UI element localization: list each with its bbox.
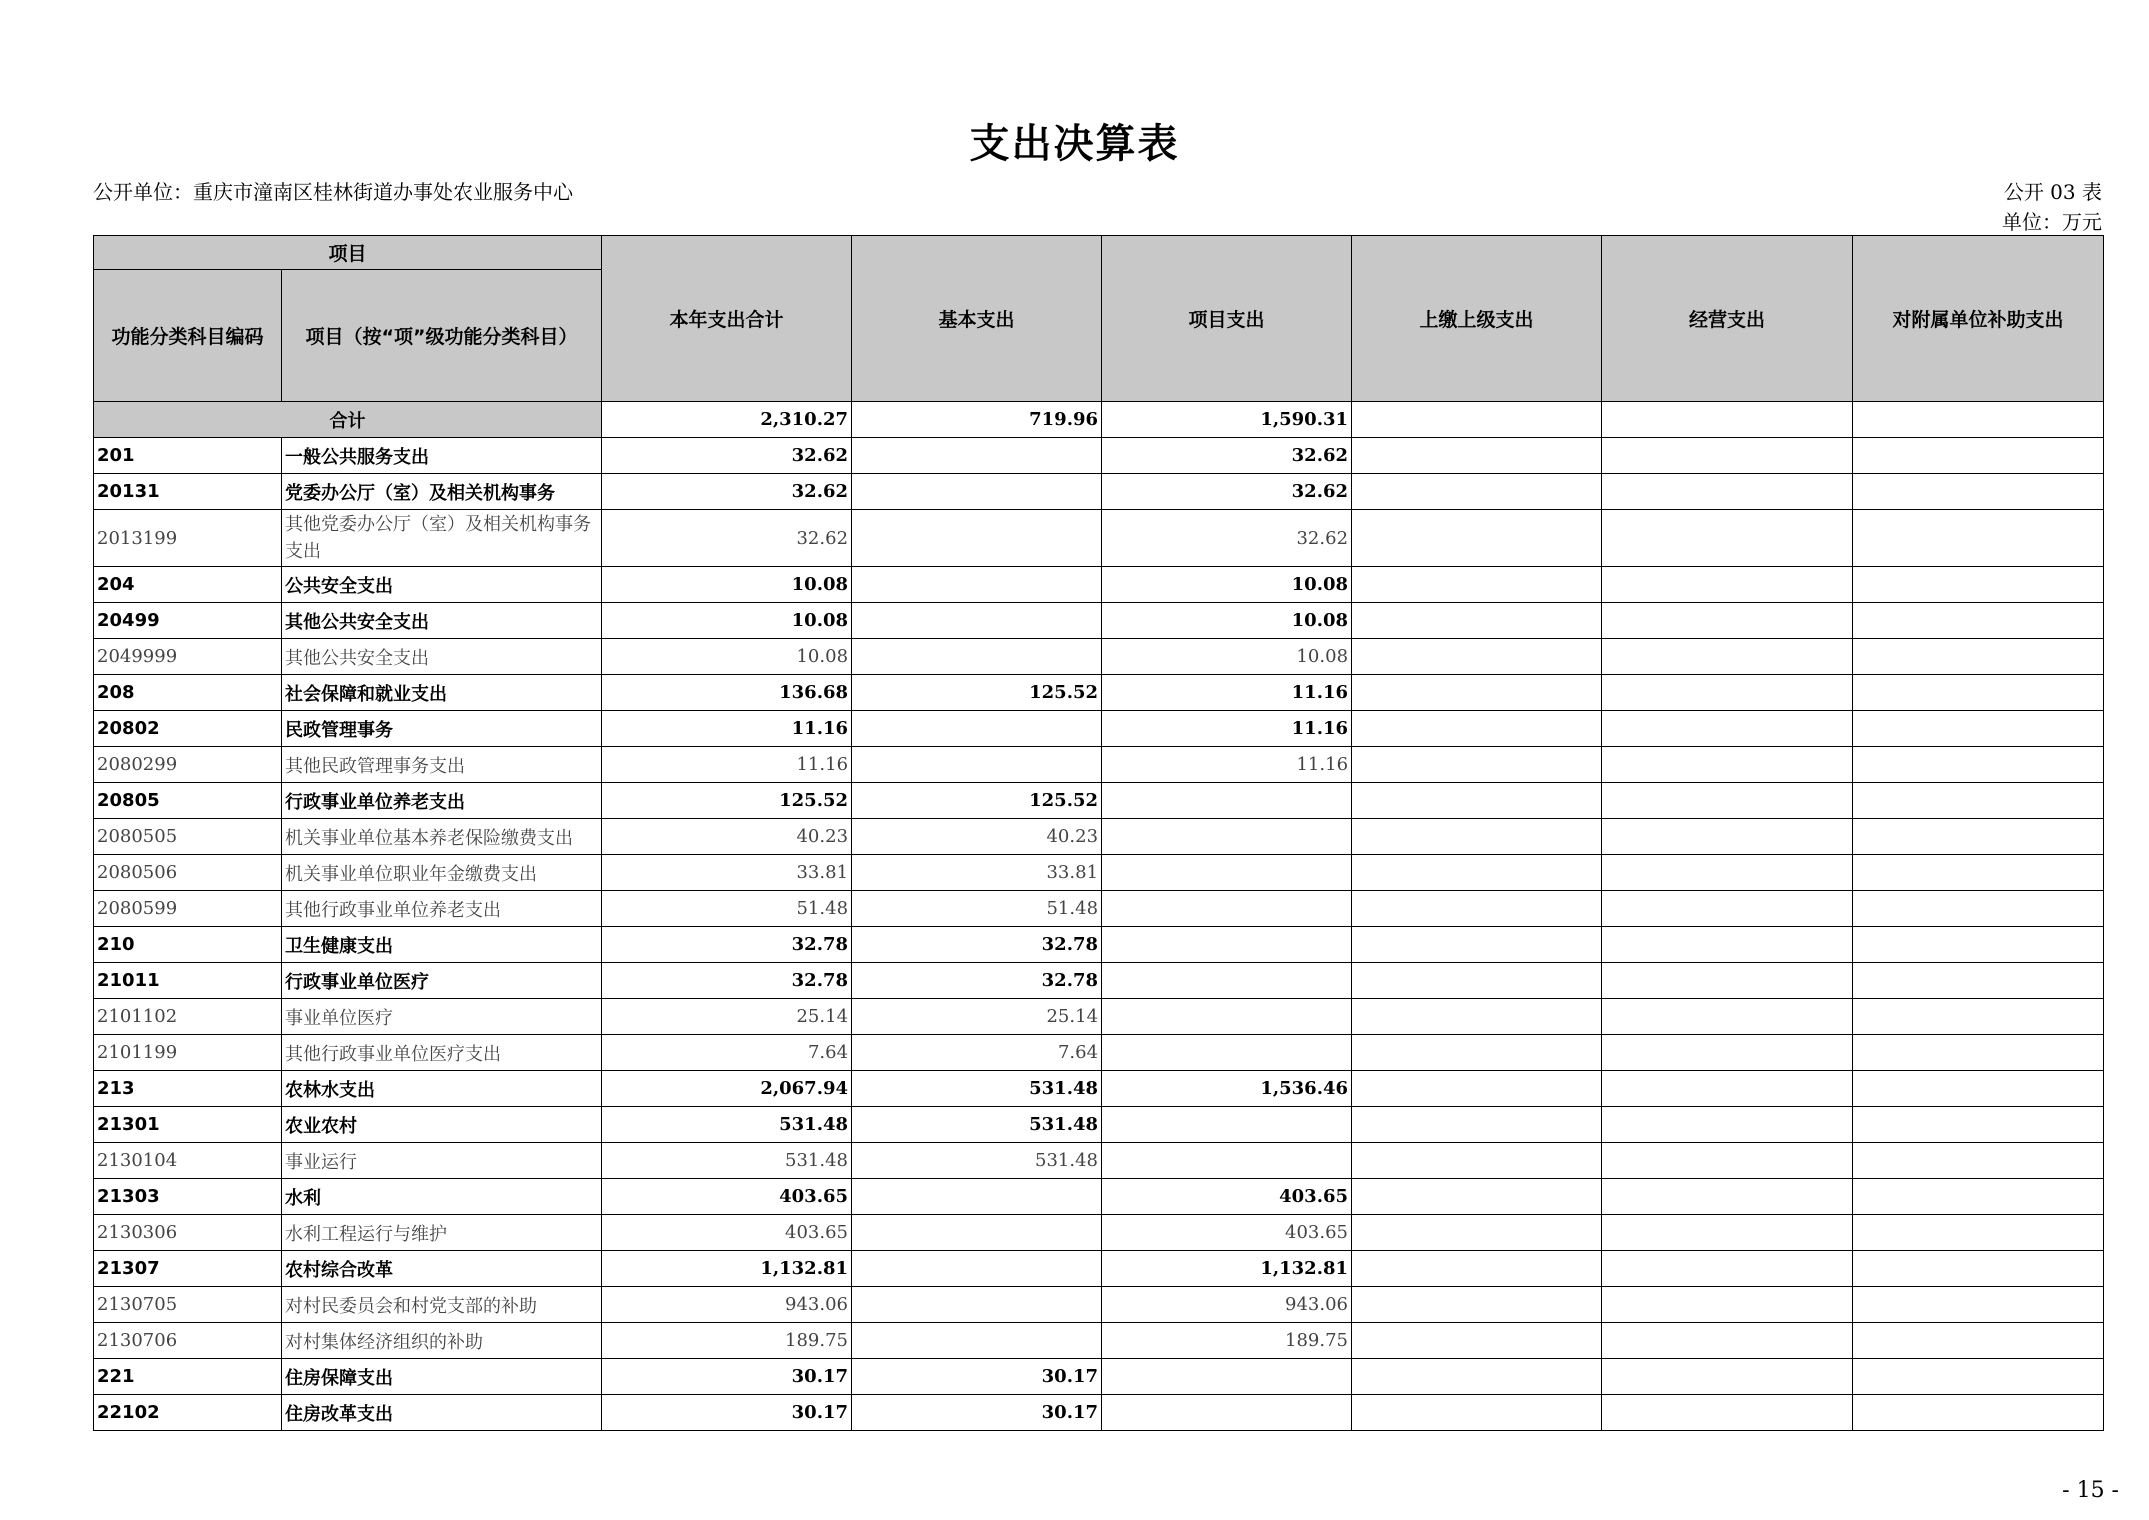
cell-basic: 125.52 xyxy=(852,675,1102,711)
cell-code: 2130306 xyxy=(94,1215,282,1251)
cell-upper xyxy=(1352,1251,1602,1287)
cell-business xyxy=(1602,1323,1853,1359)
cell-business xyxy=(1602,1251,1853,1287)
cell-total: 403.65 xyxy=(602,1215,852,1251)
cell-upper xyxy=(1352,438,1602,474)
cell-project-expenditure xyxy=(1102,1359,1352,1395)
cell-name: 其他公共安全支出 xyxy=(282,639,602,675)
cell-upper xyxy=(1352,963,1602,999)
cell-project-expenditure xyxy=(1102,1395,1352,1431)
header-basic: 基本支出 xyxy=(852,236,1102,402)
cell-code: 21011 xyxy=(94,963,282,999)
header-project-expenditure: 项目支出 xyxy=(1102,236,1352,402)
cell-project-expenditure xyxy=(1102,783,1352,819)
cell-total: 32.62 xyxy=(602,438,852,474)
cell-business xyxy=(1602,747,1853,783)
cell-business xyxy=(1602,675,1853,711)
cell-name: 机关事业单位职业年金缴费支出 xyxy=(282,855,602,891)
cell-subsidy xyxy=(1853,1215,2104,1251)
cell-business xyxy=(1602,603,1853,639)
table-row xyxy=(94,747,2104,783)
cell-name: 农村综合改革 xyxy=(282,1251,602,1287)
cell-subsidy xyxy=(1853,1035,2104,1071)
cell-code: 21301 xyxy=(94,1107,282,1143)
cell-upper xyxy=(1352,819,1602,855)
cell-code: 208 xyxy=(94,675,282,711)
cell-name: 其他公共安全支出 xyxy=(282,603,602,639)
cell-basic xyxy=(852,747,1102,783)
cell-subsidy xyxy=(1853,999,2104,1035)
cell-upper xyxy=(1352,855,1602,891)
cell-project-expenditure: 403.65 xyxy=(1102,1215,1352,1251)
cell-subsidy xyxy=(1853,783,2104,819)
cell-project-expenditure: 1,536.46 xyxy=(1102,1071,1352,1107)
table-row xyxy=(94,783,2104,819)
cell-upper xyxy=(1352,1215,1602,1251)
cell-name: 其他民政管理事务支出 xyxy=(282,747,602,783)
cell-basic: 32.78 xyxy=(852,963,1102,999)
cell-total: 531.48 xyxy=(602,1143,852,1179)
expenditure-table xyxy=(93,235,2104,1431)
cell-subsidy xyxy=(1853,855,2104,891)
cell-code: 20802 xyxy=(94,711,282,747)
table-row xyxy=(94,891,2104,927)
cell-total: 2,067.94 xyxy=(602,1071,852,1107)
header-code: 功能分类科目编码 xyxy=(94,270,282,402)
table-row xyxy=(94,639,2104,675)
table-row xyxy=(94,1071,2104,1107)
cell-code: 2080299 xyxy=(94,747,282,783)
cell-upper xyxy=(1352,1287,1602,1323)
cell-business xyxy=(1602,510,1853,567)
cell-code: 2080506 xyxy=(94,855,282,891)
cell-subsidy xyxy=(1853,927,2104,963)
cell-total: 136.68 xyxy=(602,675,852,711)
cell-code: 2101102 xyxy=(94,999,282,1035)
cell-subsidy xyxy=(1853,1179,2104,1215)
cell-code: 2130706 xyxy=(94,1323,282,1359)
cell-code: 201 xyxy=(94,438,282,474)
cell-code: 204 xyxy=(94,567,282,603)
cell-basic: 7.64 xyxy=(852,1035,1102,1071)
table-row xyxy=(94,1395,2104,1431)
cell-upper xyxy=(1352,747,1602,783)
cell-total: 40.23 xyxy=(602,819,852,855)
cell-total: 32.78 xyxy=(602,963,852,999)
cell-name: 水利 xyxy=(282,1179,602,1215)
table-row xyxy=(94,438,2104,474)
cell-project-expenditure xyxy=(1102,999,1352,1035)
cell-business xyxy=(1602,783,1853,819)
cell-upper xyxy=(1352,711,1602,747)
cell-business xyxy=(1602,474,1853,510)
cell-upper xyxy=(1352,1035,1602,1071)
cell-code: 2049999 xyxy=(94,639,282,675)
cell-project-expenditure xyxy=(1102,1035,1352,1071)
cell-upper xyxy=(1352,1071,1602,1107)
cell-total: 7.64 xyxy=(602,1035,852,1071)
table-row xyxy=(94,675,2104,711)
total-label: 合计 xyxy=(94,402,602,438)
cell-name: 机关事业单位基本养老保险缴费支出 xyxy=(282,819,602,855)
cell-upper xyxy=(1352,639,1602,675)
cell-upper xyxy=(1352,999,1602,1035)
table-row xyxy=(94,999,2104,1035)
cell-upper xyxy=(1352,1359,1602,1395)
cell-total: 32.62 xyxy=(602,510,852,567)
cell-project-expenditure: 11.16 xyxy=(1102,747,1352,783)
cell-business xyxy=(1602,1143,1853,1179)
cell-total: 125.52 xyxy=(602,783,852,819)
cell-upper xyxy=(1352,1143,1602,1179)
cell-name: 对村民委员会和村党支部的补助 xyxy=(282,1287,602,1323)
cell-basic: 25.14 xyxy=(852,999,1102,1035)
cell-basic: 30.17 xyxy=(852,1395,1102,1431)
table-row xyxy=(94,510,2104,567)
cell-name: 其他行政事业单位养老支出 xyxy=(282,891,602,927)
total-project-expenditure: 1,590.31 xyxy=(1102,402,1352,438)
cell-name: 民政管理事务 xyxy=(282,711,602,747)
total-business xyxy=(1602,402,1853,438)
cell-basic: 40.23 xyxy=(852,819,1102,855)
cell-business xyxy=(1602,891,1853,927)
cell-subsidy xyxy=(1853,474,2104,510)
cell-total: 10.08 xyxy=(602,603,852,639)
cell-basic xyxy=(852,1287,1102,1323)
cell-project-expenditure: 10.08 xyxy=(1102,603,1352,639)
cell-code: 20499 xyxy=(94,603,282,639)
cell-subsidy xyxy=(1853,603,2104,639)
cell-upper xyxy=(1352,1179,1602,1215)
cell-total: 11.16 xyxy=(602,711,852,747)
cell-project-expenditure xyxy=(1102,891,1352,927)
cell-business xyxy=(1602,1107,1853,1143)
cell-business xyxy=(1602,438,1853,474)
cell-code: 221 xyxy=(94,1359,282,1395)
cell-subsidy xyxy=(1853,819,2104,855)
cell-code: 213 xyxy=(94,1071,282,1107)
cell-project-expenditure: 10.08 xyxy=(1102,639,1352,675)
cell-total: 403.65 xyxy=(602,1179,852,1215)
cell-total: 1,132.81 xyxy=(602,1251,852,1287)
cell-business xyxy=(1602,1395,1853,1431)
cell-project-expenditure: 943.06 xyxy=(1102,1287,1352,1323)
table-row xyxy=(94,1359,2104,1395)
table-row xyxy=(94,711,2104,747)
cell-project-expenditure xyxy=(1102,963,1352,999)
cell-code: 21303 xyxy=(94,1179,282,1215)
cell-total: 32.78 xyxy=(602,927,852,963)
report-title: 支出决算表 xyxy=(969,121,1180,167)
cell-upper xyxy=(1352,1107,1602,1143)
table-row xyxy=(94,1035,2104,1071)
cell-code: 2101199 xyxy=(94,1035,282,1071)
cell-code: 2130705 xyxy=(94,1287,282,1323)
cell-name: 农林水支出 xyxy=(282,1071,602,1107)
cell-subsidy xyxy=(1853,675,2104,711)
cell-name: 事业单位医疗 xyxy=(282,999,602,1035)
cell-project-expenditure: 11.16 xyxy=(1102,711,1352,747)
cell-project-expenditure: 403.65 xyxy=(1102,1179,1352,1215)
total-row xyxy=(94,402,2104,438)
cell-project-expenditure xyxy=(1102,1107,1352,1143)
cell-basic xyxy=(852,603,1102,639)
cell-subsidy xyxy=(1853,1395,2104,1431)
cell-business xyxy=(1602,927,1853,963)
cell-basic: 33.81 xyxy=(852,855,1102,891)
cell-code: 2080505 xyxy=(94,819,282,855)
cell-total: 30.17 xyxy=(602,1395,852,1431)
cell-project-expenditure xyxy=(1102,927,1352,963)
cell-name: 住房改革支出 xyxy=(282,1395,602,1431)
table-row xyxy=(94,1215,2104,1251)
cell-subsidy xyxy=(1853,711,2104,747)
cell-subsidy xyxy=(1853,963,2104,999)
publishing-unit: 公开单位：重庆市潼南区桂林街道办事处农业服务中心 xyxy=(93,180,573,204)
table-row xyxy=(94,1251,2104,1287)
table-row xyxy=(94,819,2104,855)
cell-upper xyxy=(1352,510,1602,567)
header-name: 项目（按“项”级功能分类科目） xyxy=(282,270,602,402)
total-subsidy xyxy=(1853,402,2104,438)
cell-project-expenditure: 189.75 xyxy=(1102,1323,1352,1359)
currency-unit: 单位：万元 xyxy=(2002,210,2102,234)
cell-upper xyxy=(1352,927,1602,963)
cell-subsidy xyxy=(1853,1287,2104,1323)
cell-code: 20805 xyxy=(94,783,282,819)
cell-name: 行政事业单位医疗 xyxy=(282,963,602,999)
table-row xyxy=(94,963,2104,999)
cell-subsidy xyxy=(1853,891,2104,927)
cell-business xyxy=(1602,1359,1853,1395)
cell-name: 卫生健康支出 xyxy=(282,927,602,963)
cell-business xyxy=(1602,1287,1853,1323)
cell-name: 行政事业单位养老支出 xyxy=(282,783,602,819)
cell-total: 10.08 xyxy=(602,567,852,603)
cell-upper xyxy=(1352,1395,1602,1431)
table-row xyxy=(94,474,2104,510)
cell-basic xyxy=(852,438,1102,474)
cell-business xyxy=(1602,1215,1853,1251)
header-upper: 上缴上级支出 xyxy=(1352,236,1602,402)
cell-total: 30.17 xyxy=(602,1359,852,1395)
page-number: - 15 - xyxy=(2062,1478,2119,1503)
cell-business xyxy=(1602,1035,1853,1071)
table-row xyxy=(94,927,2104,963)
cell-code: 2080599 xyxy=(94,891,282,927)
cell-basic xyxy=(852,1323,1102,1359)
cell-subsidy xyxy=(1853,1071,2104,1107)
cell-upper xyxy=(1352,603,1602,639)
cell-subsidy xyxy=(1853,1107,2104,1143)
cell-name: 公共安全支出 xyxy=(282,567,602,603)
table-row xyxy=(94,1323,2104,1359)
header-business: 经营支出 xyxy=(1602,236,1853,402)
cell-code: 20131 xyxy=(94,474,282,510)
cell-name: 对村集体经济组织的补助 xyxy=(282,1323,602,1359)
cell-code: 2013199 xyxy=(94,510,282,567)
cell-name: 党委办公厅（室）及相关机构事务 xyxy=(282,474,602,510)
cell-code: 22102 xyxy=(94,1395,282,1431)
cell-basic: 531.48 xyxy=(852,1107,1102,1143)
cell-total: 33.81 xyxy=(602,855,852,891)
cell-upper xyxy=(1352,891,1602,927)
total-basic: 719.96 xyxy=(852,402,1102,438)
cell-total: 11.16 xyxy=(602,747,852,783)
cell-basic: 531.48 xyxy=(852,1143,1102,1179)
cell-project-expenditure xyxy=(1102,1143,1352,1179)
cell-upper xyxy=(1352,474,1602,510)
cell-project-expenditure: 1,132.81 xyxy=(1102,1251,1352,1287)
cell-basic xyxy=(852,1251,1102,1287)
table-row xyxy=(94,603,2104,639)
header-project: 项目 xyxy=(94,236,602,270)
cell-upper xyxy=(1352,567,1602,603)
cell-business xyxy=(1602,1071,1853,1107)
cell-code: 21307 xyxy=(94,1251,282,1287)
cell-basic xyxy=(852,567,1102,603)
header-subsidy: 对附属单位补助支出 xyxy=(1853,236,2104,402)
table-number: 公开 03 表 xyxy=(2003,180,2102,204)
table-row xyxy=(94,1107,2104,1143)
cell-business xyxy=(1602,639,1853,675)
cell-basic xyxy=(852,474,1102,510)
cell-name: 其他党委办公厅（室）及相关机构事务支出 xyxy=(282,510,602,567)
cell-subsidy xyxy=(1853,639,2104,675)
cell-business xyxy=(1602,1179,1853,1215)
table-row xyxy=(94,1179,2104,1215)
cell-subsidy xyxy=(1853,1323,2104,1359)
cell-business xyxy=(1602,999,1853,1035)
cell-name: 住房保障支出 xyxy=(282,1359,602,1395)
cell-business xyxy=(1602,963,1853,999)
cell-subsidy xyxy=(1853,567,2104,603)
cell-project-expenditure: 11.16 xyxy=(1102,675,1352,711)
cell-basic xyxy=(852,1179,1102,1215)
cell-total: 25.14 xyxy=(602,999,852,1035)
cell-project-expenditure xyxy=(1102,855,1352,891)
cell-business xyxy=(1602,819,1853,855)
cell-basic xyxy=(852,711,1102,747)
cell-business xyxy=(1602,567,1853,603)
cell-total: 51.48 xyxy=(602,891,852,927)
cell-upper xyxy=(1352,675,1602,711)
cell-basic: 125.52 xyxy=(852,783,1102,819)
cell-subsidy xyxy=(1853,438,2104,474)
cell-name: 事业运行 xyxy=(282,1143,602,1179)
cell-project-expenditure: 32.62 xyxy=(1102,510,1352,567)
total-upper xyxy=(1352,402,1602,438)
cell-subsidy xyxy=(1853,510,2104,567)
total-total: 2,310.27 xyxy=(602,402,852,438)
cell-basic xyxy=(852,639,1102,675)
cell-project-expenditure: 32.62 xyxy=(1102,474,1352,510)
table-row xyxy=(94,1143,2104,1179)
cell-basic: 32.78 xyxy=(852,927,1102,963)
cell-total: 943.06 xyxy=(602,1287,852,1323)
cell-basic: 531.48 xyxy=(852,1071,1102,1107)
cell-name: 其他行政事业单位医疗支出 xyxy=(282,1035,602,1071)
header-total: 本年支出合计 xyxy=(602,236,852,402)
cell-basic: 51.48 xyxy=(852,891,1102,927)
cell-name: 农业农村 xyxy=(282,1107,602,1143)
cell-name: 社会保障和就业支出 xyxy=(282,675,602,711)
table-row xyxy=(94,855,2104,891)
cell-total: 531.48 xyxy=(602,1107,852,1143)
cell-total: 10.08 xyxy=(602,639,852,675)
cell-name: 水利工程运行与维护 xyxy=(282,1215,602,1251)
cell-upper xyxy=(1352,783,1602,819)
cell-upper xyxy=(1352,1323,1602,1359)
cell-code: 210 xyxy=(94,927,282,963)
cell-basic xyxy=(852,510,1102,567)
cell-subsidy xyxy=(1853,747,2104,783)
cell-business xyxy=(1602,855,1853,891)
table-row xyxy=(94,1287,2104,1323)
cell-total: 32.62 xyxy=(602,474,852,510)
cell-code: 2130104 xyxy=(94,1143,282,1179)
cell-basic xyxy=(852,1215,1102,1251)
cell-project-expenditure xyxy=(1102,819,1352,855)
cell-subsidy xyxy=(1853,1359,2104,1395)
table-row xyxy=(94,567,2104,603)
cell-total: 189.75 xyxy=(602,1323,852,1359)
cell-project-expenditure: 32.62 xyxy=(1102,438,1352,474)
cell-subsidy xyxy=(1853,1251,2104,1287)
cell-project-expenditure: 10.08 xyxy=(1102,567,1352,603)
cell-subsidy xyxy=(1853,1143,2104,1179)
cell-basic: 30.17 xyxy=(852,1359,1102,1395)
cell-name: 一般公共服务支出 xyxy=(282,438,602,474)
cell-business xyxy=(1602,711,1853,747)
